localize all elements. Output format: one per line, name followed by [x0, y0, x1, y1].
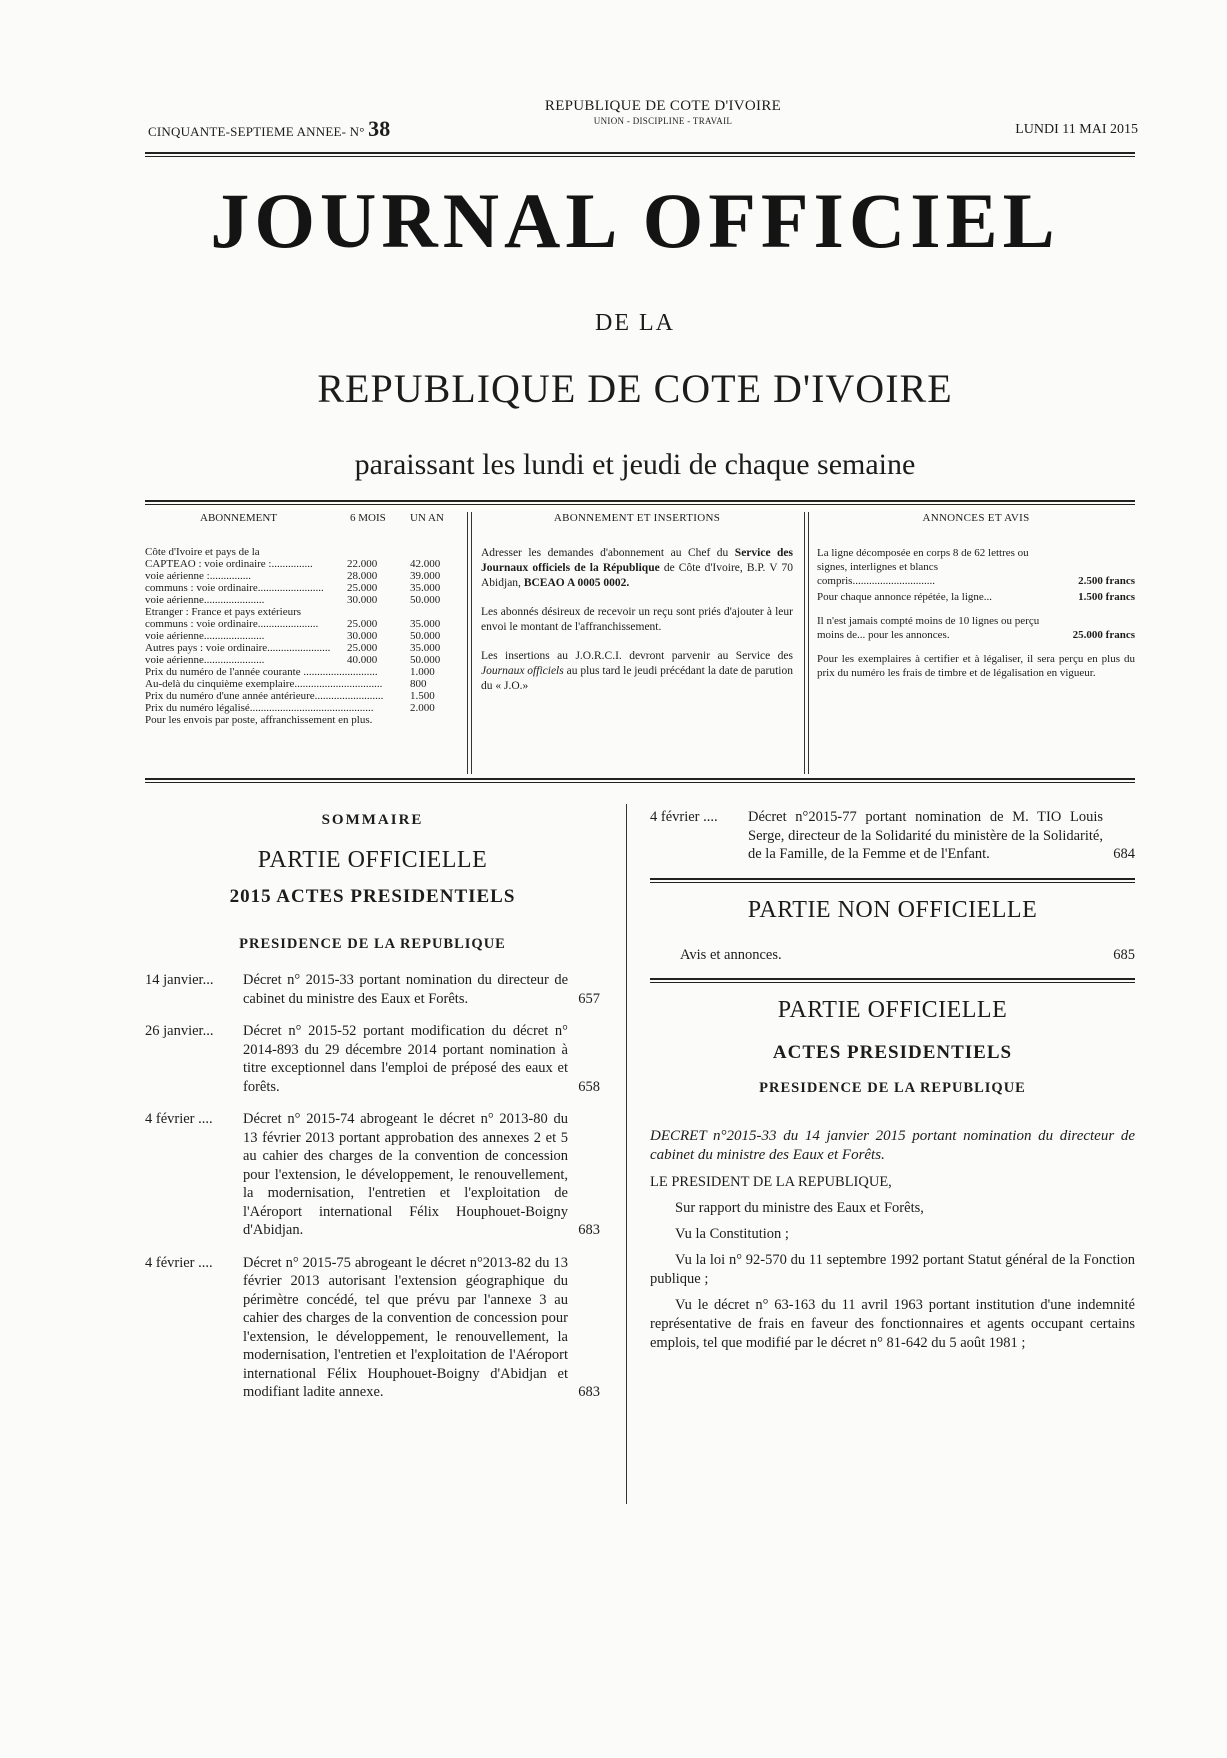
rate-label: Côte d'Ivoire et pays de la — [145, 546, 260, 558]
issue-date: LUNDI 11 MAI 2015 — [1015, 122, 1138, 137]
rate-label: CAPTEAO : voie ordinaire :............... — [145, 558, 313, 570]
rate-6-months: 25.000 — [347, 582, 378, 594]
partie-non-officielle-heading: PARTIE NON OFFICIELLE — [747, 896, 1038, 923]
abonnement-head: ABONNEMENT — [200, 512, 277, 524]
rate-6-months: 25.000 — [347, 642, 378, 654]
abonnement-row — [145, 666, 465, 678]
presidence-heading: PRESIDENCE DE LA REPUBLIQUE — [759, 1080, 1026, 1096]
rate-label: Pour les envois par poste, affranchissement en plus. — [145, 714, 373, 726]
line-price: 2.500 francs — [1078, 575, 1135, 587]
republic-header — [498, 98, 828, 126]
entry-date: 26 janvier... — [145, 1023, 214, 1039]
annonce-repeat-price — [817, 590, 1135, 604]
rate-label: Au-delà du cinquième exemplaire................................ — [145, 678, 383, 690]
abonnement-row — [145, 702, 465, 714]
entry-text: Décret n° 2015-75 abrogeant le décret n°2013-82 du 13 février 2013 autorisant l'extension géographique du périmètre concédé, tel que prévu par l'annexe 3 au cahier des charges de la convention de concession pour l'extension, le développement, le renouvellement, la modernisation, l'entretien et l'exploitation de l'Aéroport international Félix Houphouet-Boigny d'Abidjan et modifiant ladite annexe. — [243, 1254, 568, 1400]
abonnement-row — [145, 714, 465, 726]
partie-officielle-heading: PARTIE OFFICIELLE — [257, 847, 488, 873]
abonnement-row — [145, 618, 465, 630]
abonnement-row — [145, 558, 465, 570]
avis-entry — [650, 946, 1135, 965]
rate-label: voie aérienne...................... — [145, 630, 265, 642]
parution-line: paraissant les lundi et jeudi de chaque semaine — [354, 448, 916, 481]
deadline-text-end: au plus tard le jeudi précédant la date de parution du « J.O.» — [481, 665, 793, 692]
sommaire-entry — [145, 971, 600, 1008]
rate-label: Etranger : France et pays extérieurs — [145, 606, 302, 618]
de-la: DE LA — [595, 310, 675, 336]
rate-1-year: 50.000 — [410, 594, 441, 606]
entry-date: 4 février .... — [145, 1111, 213, 1127]
masthead-top — [148, 98, 1138, 141]
entry-text: Décret n° 2015-33 portant nomination du directeur de cabinet du ministre des Eaux et Forêts. — [243, 972, 568, 1007]
abonnement-row — [145, 594, 465, 606]
section-rule — [650, 978, 1135, 983]
visas-list — [650, 1199, 1135, 1353]
sommaire-heading: SOMMAIRE — [321, 812, 424, 828]
sommaire-entry — [145, 1110, 600, 1240]
entry-page: 684 — [1113, 846, 1135, 862]
abonnement-row — [145, 678, 465, 690]
rate-1-year: 2.000 — [410, 702, 435, 714]
president-line: LE PRESIDENT DE LA REPUBLIQUE, — [650, 1174, 892, 1190]
presidence-heading: PRESIDENCE DE LA REPUBLIQUE — [239, 936, 506, 952]
entry-date: 14 janvier... — [145, 972, 214, 988]
republique-title: REPUBLIQUE DE COTE D'IVOIRE — [317, 366, 953, 411]
rate-label: communs : voie ordinaire...................... — [145, 618, 319, 630]
col-6mois: 6 MOIS — [350, 512, 386, 524]
rate-label: Autres pays : voie ordinaire....................... — [145, 642, 331, 654]
repeat-price-text: Pour chaque annonce répétée, la ligne... — [817, 591, 993, 603]
box-divider — [471, 512, 472, 774]
line-price-text: La ligne décomposée en corps 8 de 62 lettres ou signes, interlignes et blancs compris.............................. — [817, 547, 1029, 587]
avis-page: 685 — [1113, 946, 1135, 963]
abonnement-rows — [145, 546, 465, 726]
legalisation-note: Pour les exemplaires à certifier et à légaliser, il sera perçu en plus du prix du numéro les frais de timbre et de légalisation en vigueur. — [817, 653, 1135, 679]
info-box-bottom-rule — [145, 778, 1135, 783]
sommaire-entry — [650, 808, 1135, 864]
issue-number: 38 — [368, 116, 391, 141]
rate-6-months: 30.000 — [347, 594, 378, 606]
visa-paragraph: Sur rapport du ministre des Eaux et Forêts, — [675, 1200, 924, 1216]
rate-6-months: 30.000 — [347, 630, 378, 642]
abonnement-row — [145, 570, 465, 582]
receipt-note: Les abonnés désireux de recevoir un reçu sont priés d'ajouter à leur envoi le montant de l'affranchissement. — [481, 606, 793, 633]
sommaire-column — [145, 812, 600, 1416]
actes-heading: ACTES PRESIDENTIELS — [772, 1042, 1013, 1063]
rate-1-year: 42.000 — [410, 558, 441, 570]
repeat-price: 1.500 francs — [1078, 591, 1135, 603]
rate-label: Prix du numéro légalisé............................................. — [145, 702, 374, 714]
deadline-text: Les insertions au J.O.R.C.I. devront parvenir au Service des — [481, 650, 793, 662]
rate-6-months: 22.000 — [347, 558, 378, 570]
rate-1-year: 35.000 — [410, 642, 441, 654]
rate-1-year: 800 — [410, 678, 427, 690]
entry-date: 4 février .... — [145, 1254, 213, 1271]
rate-6-months: 40.000 — [347, 654, 378, 666]
address-text: Adresser les demandes d'abonnement au Chef du — [481, 547, 729, 559]
abonnement-row — [145, 582, 465, 594]
visa-paragraph: Vu la loi n° 92-570 du 11 septembre 1992 portant Statut général de la Fonction publique ; — [650, 1252, 1135, 1287]
annonce-line-price — [817, 546, 1135, 588]
abonnement-header — [145, 512, 465, 524]
abonnement-row — [145, 606, 465, 618]
entry-page: 657 — [578, 990, 600, 1007]
box-divider — [467, 512, 468, 774]
rate-1-year: 35.000 — [410, 618, 441, 630]
rate-1-year: 1.500 — [410, 690, 435, 702]
insertions-deadline — [481, 649, 793, 694]
rate-6-months: 28.000 — [347, 570, 378, 582]
rate-1-year: 50.000 — [410, 654, 441, 666]
partie-officielle-heading: PARTIE OFFICIELLE — [777, 997, 1008, 1023]
insertions-head: ABONNEMENT ET INSERTIONS — [553, 512, 721, 524]
right-column — [650, 808, 1135, 1360]
box-divider — [804, 512, 805, 774]
entry-page: 658 — [578, 1078, 600, 1095]
republic-name: REPUBLIQUE DE COTE D'IVOIRE — [544, 98, 782, 114]
insertions-column — [481, 512, 793, 774]
abonnement-row — [145, 546, 465, 558]
visa-paragraph: Vu la Constitution ; — [675, 1226, 789, 1242]
decret-body — [650, 1173, 1135, 1353]
rate-6-months: 25.000 — [347, 618, 378, 630]
sommaire-entries — [145, 971, 600, 1402]
rate-1-year: 1.000 — [410, 666, 435, 678]
section-rule — [650, 878, 1135, 883]
annonce-minimum — [817, 614, 1135, 642]
rate-label: voie aérienne...................... — [145, 654, 265, 666]
entry-page: 683 — [578, 1384, 600, 1400]
entry-page: 683 — [578, 1222, 600, 1238]
abonnement-row — [145, 690, 465, 702]
address-bp: de Côte d'Ivoire, B.P. V 70 Abidjan, — [481, 562, 793, 589]
col-1an: UN AN — [410, 512, 444, 524]
annonces-head: ANNONCES ET AVIS — [922, 512, 1030, 524]
box-divider — [808, 512, 809, 774]
entry-text: Décret n°2015-77 portant nomination de M. TIO Louis Serge, directeur de la Solidarité du ministère de la Solidarité, de la Famille, de la Femme et de l'Enfant. — [748, 809, 1103, 862]
annonces-column — [817, 512, 1135, 774]
journal-title: JOURNAL OFFICIEL — [210, 177, 1060, 264]
motto: UNION - DISCIPLINE - TRAVAIL — [593, 116, 733, 126]
rate-1-year: 35.000 — [410, 582, 441, 594]
actes-heading: 2015 ACTES PRESIDENTIELS — [229, 886, 516, 907]
rate-label: Prix du numéro de l'année courante ........................... — [145, 666, 378, 678]
rate-label: voie aérienne...................... — [145, 594, 265, 606]
abonnement-row — [145, 630, 465, 642]
entry-text: Décret n° 2015-74 abrogeant le décret n° 2013-80 du 13 février 2013 portant approbation des annexes 2 et 5 au cahier des charges de la convention de concession pour l'extension, le développement, le renouvellement, la modernisation, l'entretien et l'exploitation de l'Aéroport international Félix Houphouet-Boigny d'Abidjan. — [243, 1111, 568, 1238]
rate-1-year: 39.000 — [410, 570, 441, 582]
journaux-officiels: Journaux officiels — [481, 665, 564, 677]
avis-text: Avis et annonces. — [680, 946, 782, 963]
year-issue: CINQUANTE-SEPTIEME ANNEE- N° — [148, 124, 365, 139]
rate-1-year: 50.000 — [410, 630, 441, 642]
decret-title: DECRET n°2015-33 du 14 janvier 2015 portant nomination du directeur de cabinet du ministre des Eaux et Forêts. — [650, 1128, 1135, 1163]
column-divider — [626, 804, 627, 1504]
abonnement-row — [145, 654, 465, 666]
rate-label: voie aérienne :............... — [145, 570, 251, 582]
rate-label: communs : voie ordinaire........................ — [145, 582, 324, 594]
insertions-address — [481, 546, 793, 591]
minimum-price: 25.000 francs — [1072, 629, 1135, 641]
minimum-text: Il n'est jamais compté moins de 10 lignes ou perçu moins de... pour les annonces. — [817, 615, 1040, 641]
abonnement-row — [145, 642, 465, 654]
subscription-box — [145, 500, 1135, 780]
bceao-account: BCEAO A 0005 0002. — [523, 577, 630, 589]
sommaire-entry — [145, 1254, 600, 1402]
masthead-rule — [145, 152, 1135, 157]
abonnement-column — [145, 512, 465, 774]
issue-line — [148, 116, 390, 142]
sommaire-entry — [145, 1022, 600, 1096]
service-name: Service des Journaux officiels de la République — [481, 547, 794, 574]
entry-text: Décret n° 2015-52 portant modification du décret n° 2014-893 du 29 décembre 2014 portant nomination à titre exceptionnel dans l'emploi de préposé des eaux et forêts. — [243, 1023, 568, 1095]
rate-label: Prix du numéro d'une année antérieure......................... — [145, 690, 384, 702]
visa-paragraph: Vu le décret n° 63-163 du 11 avril 1963 portant institution d'une indemnité représentative de frais en faveur des fonctionnaires et agents occupant certains emplois, tel que modifié par le décret n° 81-642 du 5 août 1981 ; — [650, 1297, 1135, 1351]
entry-date: 4 février .... — [650, 809, 718, 825]
